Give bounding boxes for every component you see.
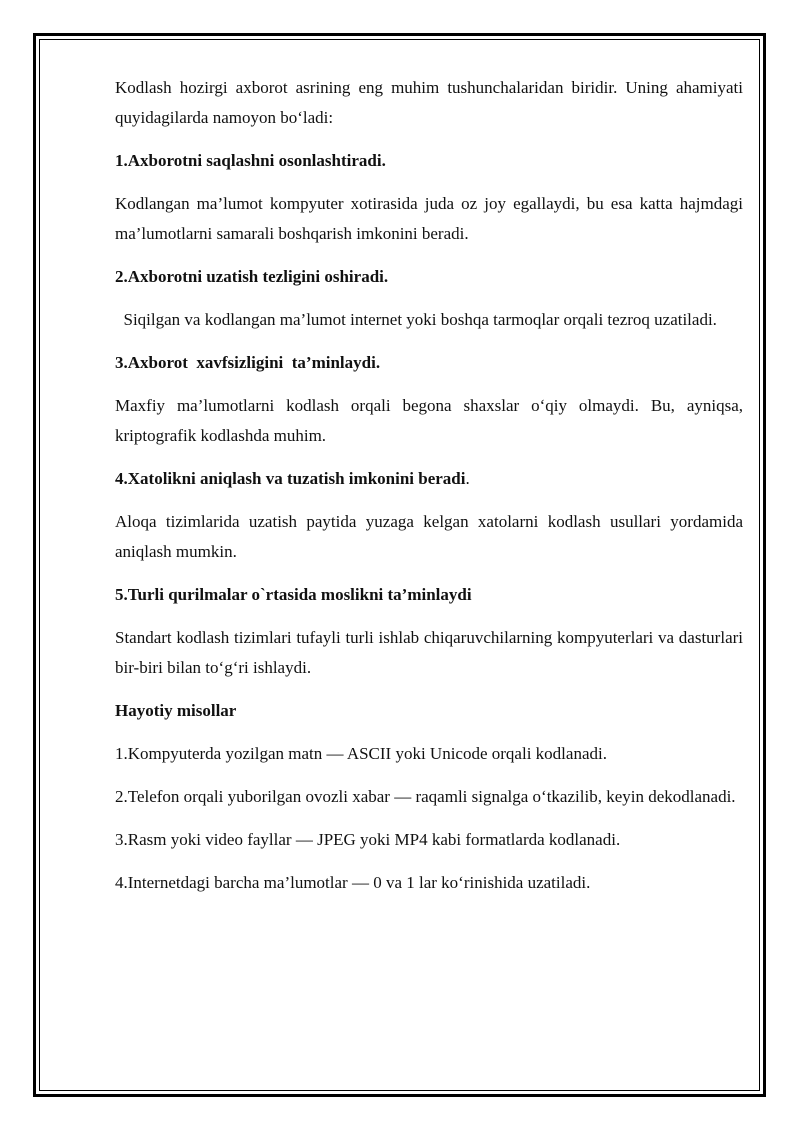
example-item-4: 4.Internetdagi barcha ma’lumotlar — 0 va 1 lar ko‘rinishida uzatiladi. <box>115 873 591 892</box>
example-item-3: 3.Rasm yoki video fayllar — JPEG yoki MP4 kabi formatlarda kodlanadi. <box>115 830 621 849</box>
section-heading-5 <box>115 580 743 610</box>
section-body-2 <box>115 305 743 335</box>
section-heading-4-text: 4.Xatolikni aniqlash va tuzatish imkonini beradi <box>115 469 466 488</box>
intro-paragraph: Kodlash hozirgi axborot asrining eng muhim tushunchalaridan biridir. Uning ahamiyati quyidagilarda namoyon bo‘ladi: <box>115 78 743 127</box>
section-body-5: Standart kodlash tizimlari tufayli turli ishlab chiqaruvchilarning kompyuterlari va dasturlari bir-biri bilan to‘g‘ri ishlaydi. <box>115 628 743 677</box>
section-body-2-text: Siqilgan va kodlangan ma’lumot internet yoki boshqa tarmoqlar orqali tezroq uzatiladi. <box>123 310 717 329</box>
section-body-2-indent <box>115 310 124 329</box>
section-body-4: Aloqa tizimlarida uzatish paytida yuzaga kelgan xatolarni kodlash usullari yordamida aniqlash mumkin. <box>115 512 743 561</box>
example-item-1: 1.Kompyuterda yozilgan matn — ASCII yoki Unicode orqali kodlanadi. <box>115 744 607 763</box>
example-item-2: 2.Telefon orqali yuborilgan ovozli xabar — raqamli signalga o‘tkazilib, keyin dekodlanadi. <box>115 787 736 806</box>
section-heading-3-text: 3.Axborot xavfsizligini ta’minlaydi. <box>115 353 381 372</box>
section-body-1: Kodlangan ma’lumot kompyuter xotirasida juda oz joy egallaydi, bu esa katta hajmdagi ma’lumotlarni samarali boshqarish imkonini beradi. <box>115 194 743 243</box>
section-heading-4-trail: . <box>465 469 470 488</box>
section-heading-3 <box>115 348 743 378</box>
section-body-3: Maxfiy ma’lumotlarni kodlash orqali begona shaxslar o‘qiy olmaydi. Bu, ayniqsa, kriptografik kodlashda muhim. <box>115 396 743 445</box>
section-heading-2-text: 2.Axborotni uzatish tezligini oshiradi. <box>115 267 389 286</box>
section-heading-4 <box>115 464 743 494</box>
section-heading-2 <box>115 262 743 292</box>
document-body <box>115 73 743 911</box>
section-heading-1-text: 1.Axborotni saqlashni osonlashtiradi. <box>115 151 386 170</box>
examples-heading: Hayotiy misollar <box>115 701 237 720</box>
section-heading-5-text: 5.Turli qurilmalar o`rtasida moslikni ta’minlaydi <box>115 585 472 604</box>
section-heading-1 <box>115 146 743 176</box>
